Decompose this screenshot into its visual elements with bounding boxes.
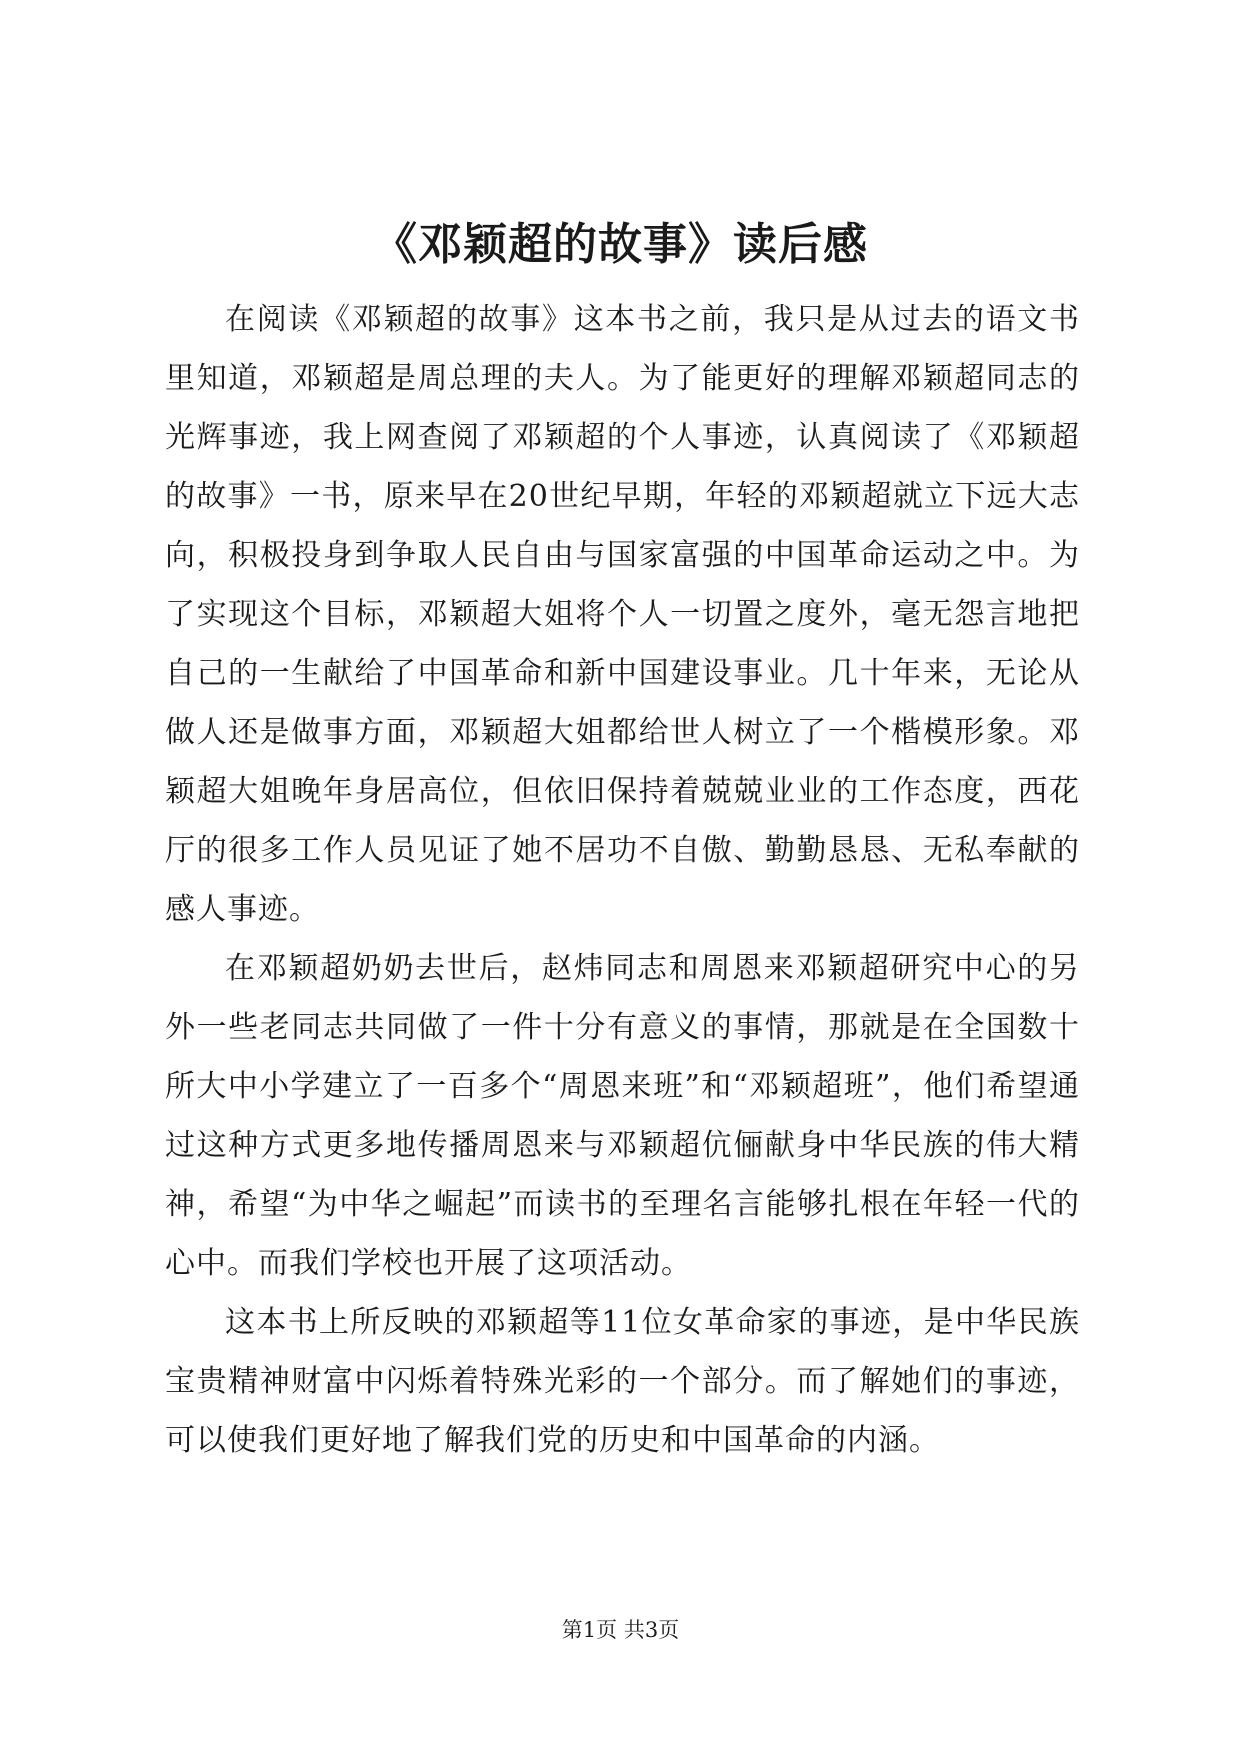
document-body xyxy=(165,290,1080,1470)
paragraph-1: 在阅读《邓颖超的故事》这本书之前，我只是从过去的语文书里知道，邓颖超是周总理的夫人。为了能更好的理解邓颖超同志的光辉事迹，我上网查阅了邓颖超的个人事迹，认真阅读了《邓颖超的故事》一书，原来早在20世纪早期，年轻的邓颖超就立下远大志向，积极投身到争取人民自由与国家富强的中国革命运动之中。为了实现这个目标，邓颖超大姐将个人一切置之度外，毫无怨言地把自己的一生献给了中国革命和新中国建设事业。几十年来，无论从做人还是做事方面，邓颖超大姐都给世人树立了一个楷模形象。邓颖超大姐晚年身居高位，但依旧保持着兢兢业业的工作态度，西花厅的很多工作人员见证了她不居功不自傲、勤勤恳恳、无私奉献的感人事迹。 xyxy=(165,302,1080,927)
paragraph-3: 这本书上所反映的邓颖超等11位女革命家的事迹，是中华民族宝贵精神财富中闪烁着特殊光彩的一个部分。而了解她们的事迹，可以使我们更好地了解我们党的历史和中国革命的内涵。 xyxy=(165,1305,1080,1458)
page-number-footer: 第1页 共3页 xyxy=(561,1618,680,1642)
paragraph-2: 在邓颖超奶奶去世后，赵炜同志和周恩来邓颖超研究中心的另外一些老同志共同做了一件十分有意义的事情，那就是在全国数十所大中小学建立了一百多个“周恩来班”和“邓颖超班”，他们希望通过这种方式更多地传播周恩来与邓颖超伉俪献身中华民族的伟大精神，希望“为中华之崛起”而读书的至理名言能够扎根在年轻一代的心中。而我们学校也开展了这项活动。 xyxy=(165,951,1080,1281)
document-title: 《邓颖超的故事》读后感 xyxy=(373,219,868,270)
